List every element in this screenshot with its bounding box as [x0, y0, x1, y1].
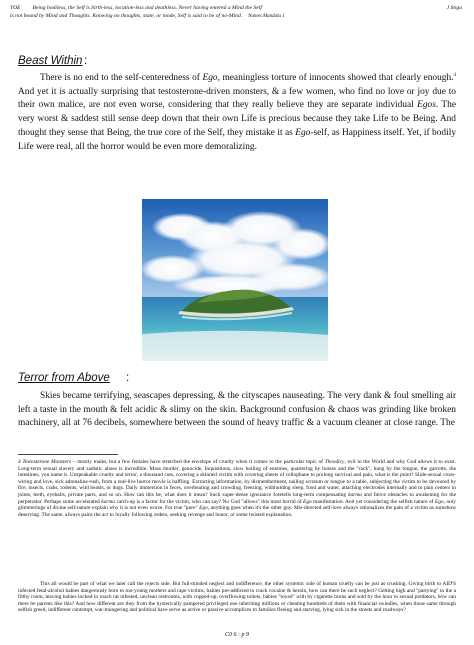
running-header — [10, 4, 462, 21]
page-number: C0 6 : p 9 — [225, 632, 249, 638]
header-reference: Names Mandala 1 — [248, 14, 285, 19]
footnote-separator — [18, 454, 118, 455]
footnote-number: 4 — [18, 459, 21, 465]
header-line-1 — [10, 4, 462, 12]
footnote-title: Testosterone Monsters — [22, 459, 72, 465]
section-heading-beast-within: Beast Within — [18, 55, 83, 67]
footnote-4: 4 Testosterone Monsters – mostly males, but a few females have stretched the envelope of cruelty when it comes to the particular topic of Theodicy, evil in the World and why God allows it to exist. Long-term sexual slavery and sadistic abuse is incredible. Mass murder, genocide, Inquisitions, slow boiling of enemies, quartering by horses and the "rack", hung by the tongue, the garrotte, the intestines, you name it. Unspeakable cruelty and terror, a thousand cuts, covering a skinned victim with covering sheets of cellophane to prolong survival and pain, what is the point? Slide-sexual cross-wiring and love, sick adrenaline-rush, from a real-live horror movie is baffling. Extracting information, by dismemberment, nailing scrotum or tongue to a table, subjecting the victim to be devoured by fire, insects, crabs, rodents, wild beasts, or dogs. Daily immersion in feces, overbearing and crowding, freezing, withholding sleep, food and water, attaching electrodes internally and to pain centers in joints, teeth, eyeballs, private parts, and so on. How can this be, what does it mean? Such super-dense ignorance foretells long-term compensating karma and fierce obstacles to awakening for the perpetrator. Perhaps some accelerated karma catch-up is a factor for the victim, who can say? No God "allows" this most horrid of Ego manifestation. And yet considering the selfish nature of Ego, only glimmerings of divine self-nature explain why it is not even worse. For true "pure" Ego, anything goes when it's the other guy. Mis-directed self-love always rationalizes the pain of a victim as somehow deserving. The same, always pains the act to loyally following orders, seeking revenge and honor, or some twisted explanation. — [18, 459, 456, 518]
island-photo — [142, 199, 328, 361]
body-paragraph-2: Skies became terrifying, seascapes depressing, & the cityscapes nauseating. The very dank & foul smelling air left a taste in the mouth & felt acidic & slimy on the skin. Background confusion & chaos was grinding like broken machinery, all at 76 decibels, somewhere between the sound of heavy traffic & a vacuum cleaner at close range. The — [18, 391, 456, 429]
heading-colon: : — [126, 372, 130, 384]
heading-colon: : — [84, 55, 88, 67]
section-heading-terror-from-above: Terror from Above — [18, 372, 110, 384]
header-line-2-text: is not bound by Mind and Thoughts. Knowing no thoughts, state, or mode, Self is said to be of no-Mind. — [10, 13, 243, 19]
body-paragraph-1: There is no end to the self-centeredness of Ego, meaningless torture of innocents showed that clearly enough.$^4$ And yet it is actually surprising that testosterone-driven monsters, & a few women, who find no love or joy due to their own malice, are not even worse, considering that they really believe they are separate individual Egos. The very worst & saddest still sense deep down that their own Life is precious because they take Life to be Being. And thought they sense that Being, the true core of the Self, they mistake it as Ego-self, as Happiness itself. Yet, if bodily Life were real, all the horror would be even more demoralizing. — [18, 72, 457, 152]
footnote-4-continued: This all would be part of what we later call the rejects side. But full-minded neglect and indifference, the other systemic side of human cruelty can be just as crushing. Giving birth to AID'S infected fetal-alcohol babies dangerously born to too-young mothers and rape victims, babies pre-addicted to crack cocaine & heroin, how can there be such neglect? Getting high and "partying" in the a filthy room, leaving babies locked in roach rat infested, unclean restrooms, with copped-up, overflowing toilets, babies "toyed" with by cigarette burns and sold by the hour to sexual predators, how can there be parents like this? And how different are they from the hysterically pampered privileged one inheriting millions or cheating hundreds of them with financial swindles, when those same through selfish greed, indifferent contempt, war-mongering and political have serve as active or passive accomplices to families fleeing and starving, lying sick in the streets and roadways? — [18, 581, 456, 614]
header-label: TOE — [10, 5, 21, 11]
header-author: J Stiga — [446, 5, 462, 11]
header-line-1-text: Being bodiless, the Self is birth-less, location-less and deathless. Never having entered a Mind the Self — [32, 5, 262, 11]
header-line-2 — [10, 12, 462, 21]
footnote-marker: 4 — [453, 72, 456, 78]
